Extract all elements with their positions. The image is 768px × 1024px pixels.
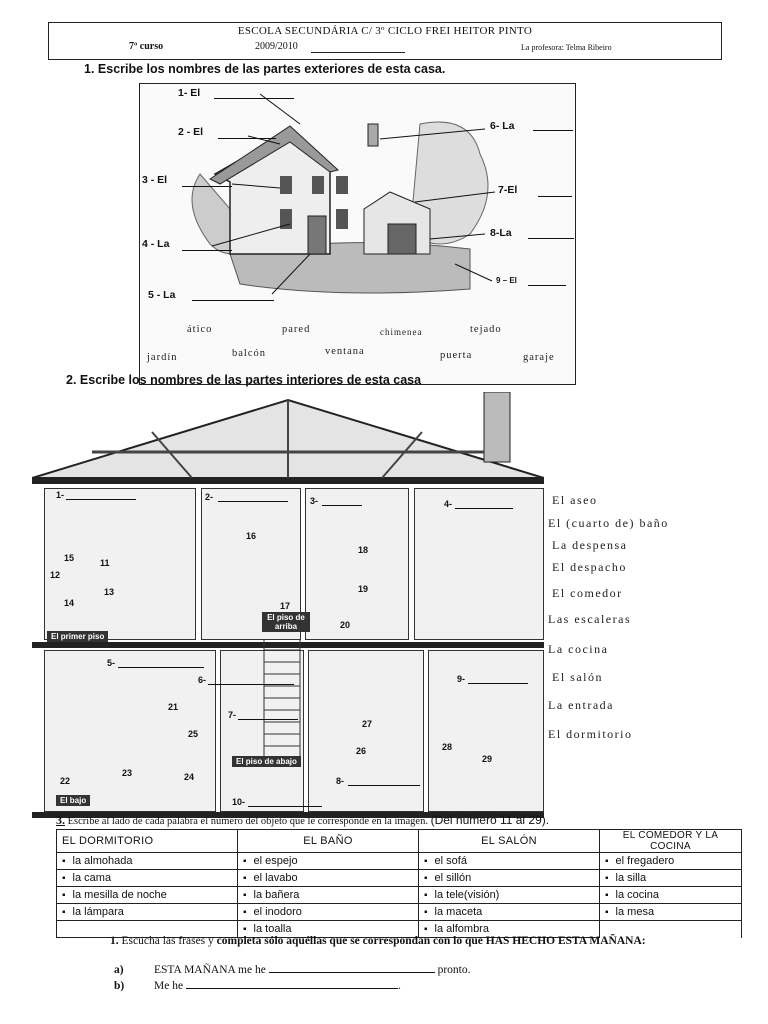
object-number-16: 16 — [246, 531, 257, 541]
object-number-27: 27 — [362, 719, 373, 729]
table-header-row — [57, 830, 742, 853]
room-number-5: 5- — [107, 658, 116, 668]
item-a-letter: a) — [114, 964, 124, 976]
room-number-4: 4- — [444, 499, 453, 509]
table-row — [57, 870, 742, 887]
section1-title: Escribe los nombres de las partes exteriores de esta casa. — [97, 62, 446, 76]
item-a-blank[interactable] — [269, 972, 435, 973]
exterior-label-7: 7-El — [498, 184, 518, 196]
word-garaje: garaje — [523, 352, 555, 363]
object-number-12: 12 — [50, 570, 61, 580]
room-name-bano: El (cuarto de) baño — [548, 516, 669, 530]
object-number-25: 25 — [188, 729, 199, 739]
room-blank-8[interactable] — [348, 785, 420, 786]
room-name-escaleras: Las escaleras — [548, 612, 632, 626]
word-chimenea: chimenea — [380, 327, 423, 337]
room-blank-2[interactable] — [218, 501, 288, 502]
word-pared: pared — [282, 324, 311, 335]
section2-number: 2. — [66, 373, 77, 387]
exterior-blank-3[interactable] — [182, 186, 232, 187]
table-row — [57, 904, 742, 921]
sign-bajo: El bajo — [56, 795, 90, 806]
exterior-blank-9[interactable] — [528, 285, 566, 286]
exercise-item-a — [114, 964, 471, 976]
word-puerta: puerta — [440, 350, 473, 361]
table-row — [57, 887, 742, 904]
item-b-start: Me he — [154, 980, 184, 992]
teacher-name: La profesora: Telma Ribeiro — [521, 43, 612, 52]
sign-piso-arriba: El piso de arriba — [262, 612, 310, 632]
col-header-dormitorio: EL DORMITORIO — [57, 830, 238, 853]
room-name-despensa: La despensa — [552, 538, 628, 552]
vocab-cell[interactable]: ▪ el fregadero — [600, 853, 742, 870]
word-tejado: tejado — [470, 324, 502, 335]
col-header-bano: EL BAÑO — [238, 830, 419, 853]
section3-instruction: Escribe al lado de cada palabra el número del objeto que le corresponde en la imagen. — [67, 816, 428, 827]
vocab-cell[interactable]: ▪ la lámpara — [57, 904, 238, 921]
room-blank-3[interactable] — [322, 505, 362, 506]
section4-instruction-b: completa sólo aquéllas que se correspondan con lo que HAS HECHO ESTA MAÑANA: — [216, 935, 646, 947]
room-number-7: 7- — [228, 710, 237, 720]
word-atico: ático — [187, 324, 213, 335]
object-number-14: 14 — [64, 598, 75, 608]
room-number-3: 3- — [310, 496, 319, 506]
vocab-cell[interactable]: ▪ la cocina — [600, 887, 742, 904]
exterior-blank-5[interactable] — [192, 300, 274, 301]
col-header-comedor-cocina: EL COMEDOR Y LA COCINA — [600, 830, 742, 853]
exterior-house-box — [139, 83, 576, 385]
exercise-item-b — [114, 980, 401, 992]
room-number-8: 8- — [336, 776, 345, 786]
room-name-entrada: La entrada — [548, 698, 614, 712]
exterior-label-8: 8-La — [490, 227, 512, 239]
object-number-17: 17 — [280, 601, 291, 611]
object-number-24: 24 — [184, 772, 195, 782]
exterior-blank-8[interactable] — [528, 238, 574, 239]
room-kitchen — [428, 650, 544, 812]
section4-number: 1. — [110, 935, 119, 947]
room-name-dormitorio: El dormitorio — [548, 727, 633, 741]
exterior-label-6: 6- La — [490, 120, 515, 132]
vocab-cell[interactable]: ▪ la mesilla de noche — [57, 887, 238, 904]
object-number-13: 13 — [104, 587, 115, 597]
exterior-blank-2[interactable] — [218, 138, 276, 139]
room-number-2: 2- — [205, 492, 214, 502]
course-label: 7º curso — [129, 41, 164, 52]
object-number-22: 22 — [60, 776, 71, 786]
exterior-blank-7[interactable] — [538, 196, 572, 197]
room-blank-6[interactable] — [208, 684, 294, 685]
object-number-26: 26 — [356, 746, 367, 756]
room-name-salon: El salón — [552, 670, 603, 684]
room-name-despacho: El despacho — [552, 560, 627, 574]
vocabulary-table — [56, 829, 742, 938]
room-office — [414, 488, 544, 640]
exterior-blank-4[interactable] — [182, 250, 232, 251]
header-box — [48, 22, 722, 60]
vocab-cell[interactable]: ▪ el sillón — [419, 870, 600, 887]
item-b-blank[interactable] — [186, 988, 398, 989]
room-number-9: 9- — [457, 674, 466, 684]
vocab-cell[interactable]: ▪ la silla — [600, 870, 742, 887]
room-blank-7[interactable] — [238, 719, 298, 720]
school-name: ESCOLA SECUNDÁRIA C/ 3º CICLO FREI HEITOR PINTO — [237, 25, 533, 37]
object-number-20: 20 — [340, 620, 351, 630]
object-number-23: 23 — [122, 768, 133, 778]
exterior-label-2: 2 - El — [178, 126, 204, 138]
room-name-cocina: La cocina — [548, 642, 609, 656]
sign-piso-abajo: El piso de abajo — [232, 756, 301, 767]
section3-range: (Del número 11 al 29). — [430, 813, 550, 827]
section2-title: Escribe los nombres de las partes interiores de esta casa — [79, 373, 422, 387]
room-number-6: 6- — [198, 675, 207, 685]
year-blank — [311, 52, 405, 53]
object-number-29: 29 — [482, 754, 493, 764]
object-number-18: 18 — [358, 545, 369, 555]
vocab-cell[interactable]: ▪ la tele(visión) — [419, 887, 600, 904]
vocab-cell[interactable]: ▪ el inodoro — [238, 904, 419, 921]
object-number-21: 21 — [168, 702, 179, 712]
room-number-1: 1- — [56, 490, 65, 500]
exterior-blank-6[interactable] — [533, 130, 573, 131]
school-year: 2009/2010 — [255, 41, 298, 52]
section2-title-row — [66, 373, 421, 387]
room-bathroom — [305, 488, 409, 640]
table-row — [57, 853, 742, 870]
section4-instruction-a: Escucha las frases y — [121, 935, 214, 947]
vocab-cell[interactable]: ▪ la toalla — [238, 921, 419, 938]
exterior-label-1: 1- El — [178, 87, 201, 99]
exterior-label-4: 4 - La — [142, 238, 170, 250]
object-number-19: 19 — [358, 584, 369, 594]
room-name-aseo: El aseo — [552, 493, 598, 507]
exterior-label-3: 3 - El — [142, 174, 168, 186]
item-b-letter: b) — [114, 980, 125, 992]
room-blank-1[interactable] — [66, 499, 136, 500]
room-blank-5[interactable] — [118, 667, 204, 668]
section4-instruction-row — [110, 935, 670, 948]
section3-number: 3. — [56, 813, 65, 827]
item-a-start: ESTA MAÑANA me he — [154, 964, 266, 976]
word-ventana: ventana — [325, 346, 365, 357]
vocab-cell[interactable]: ▪ la bañera — [238, 887, 419, 904]
vocab-cell[interactable]: ▪ la cama — [57, 870, 238, 887]
item-a-end: pronto. — [437, 964, 471, 976]
exterior-blank-1[interactable] — [214, 98, 294, 99]
item-b-end: . — [397, 980, 401, 992]
section1-title-row — [84, 62, 445, 76]
vocab-cell[interactable]: ▪ el espejo — [238, 853, 419, 870]
exterior-label-5: 5 - La — [148, 289, 176, 301]
vocab-cell[interactable]: ▪ la mesa — [600, 904, 742, 921]
exterior-label-9: 9 – El — [496, 276, 517, 285]
vocab-cell[interactable]: ▪ la alfombra — [419, 921, 600, 938]
vocab-cell[interactable]: ▪ el lavabo — [238, 870, 419, 887]
staircase-drawing — [262, 640, 302, 758]
room-dining — [308, 650, 424, 812]
vocab-cell[interactable]: ▪ el sofá — [419, 853, 600, 870]
word-balcon: balcón — [232, 348, 266, 359]
sign-primer-piso: El primer piso — [47, 631, 108, 642]
room-number-10: 10- — [232, 797, 246, 807]
object-number-28: 28 — [442, 742, 453, 752]
section1-number: 1. — [84, 62, 95, 76]
room-name-comedor: El comedor — [552, 586, 623, 600]
object-number-15: 15 — [64, 553, 75, 563]
vocab-cell[interactable]: ▪ la maceta — [419, 904, 600, 921]
word-jardin: jardín — [147, 352, 178, 363]
room-blank-10[interactable] — [248, 806, 322, 807]
col-header-salon: EL SALÓN — [419, 830, 600, 853]
section3-instruction-row — [56, 813, 549, 828]
room-blank-4[interactable] — [455, 508, 513, 509]
vocab-cell[interactable]: ▪ la almohada — [57, 853, 238, 870]
room-blank-9[interactable] — [468, 683, 528, 684]
object-number-11: 11 — [100, 558, 110, 568]
room-bedroom — [44, 488, 196, 640]
